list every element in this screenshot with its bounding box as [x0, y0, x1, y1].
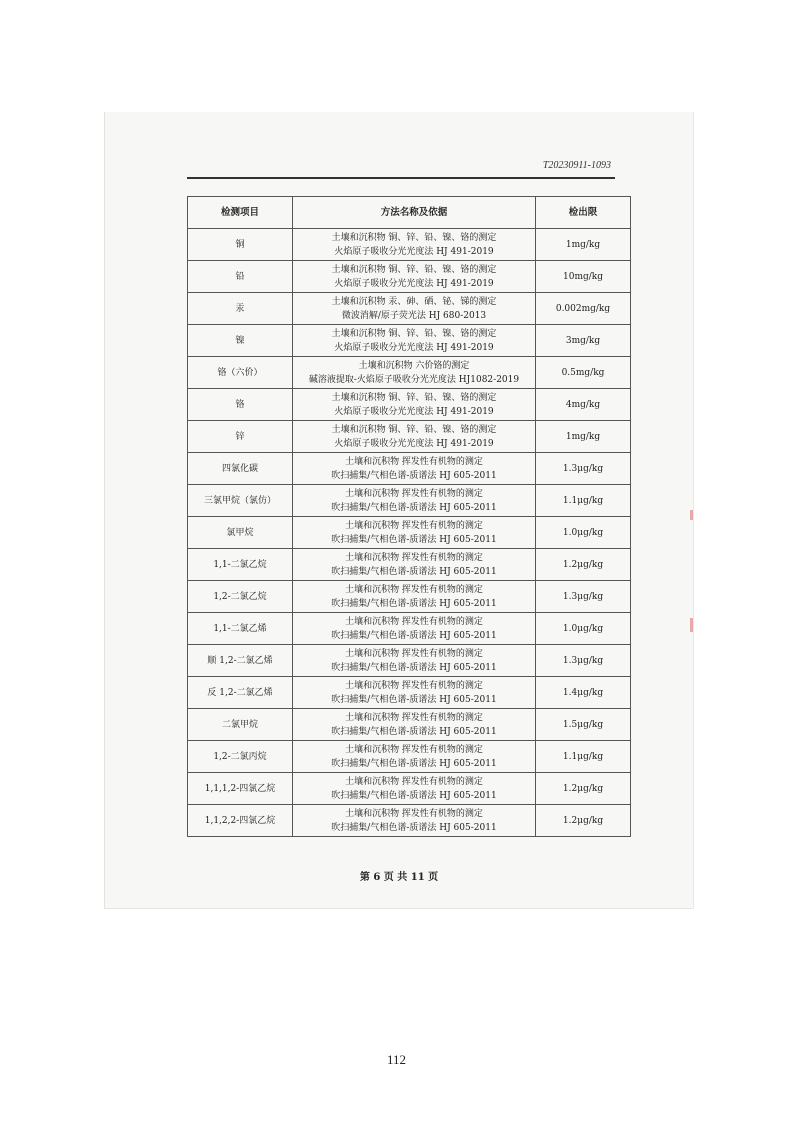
table-row: [188, 517, 631, 549]
cell-item: 1,1,1,2-四氯乙烷: [188, 773, 293, 805]
cell-limit: 1.0μg/kg: [536, 613, 631, 645]
table-row: [188, 453, 631, 485]
method-line: 吹扫捕集/气相色谱-质谱法 HJ 605-2011: [331, 694, 497, 705]
cell-limit: 1.5μg/kg: [536, 709, 631, 741]
method-line: 土壤和沉积物 汞、砷、硒、铋、锑的测定: [331, 296, 497, 307]
cell-method: [293, 581, 536, 613]
method-line: 吹扫捕集/气相色谱-质谱法 HJ 605-2011: [331, 822, 497, 833]
header-limit: 检出限: [536, 197, 631, 229]
method-line: 土壤和沉积物 挥发性有机物的测定: [345, 488, 483, 499]
scanned-report-page: [104, 112, 694, 909]
page-footer: 第 6 页 共 11 页: [359, 872, 439, 883]
table-row: [188, 645, 631, 677]
method-line: 火焰原子吸收分光光度法 HJ 491-2019: [334, 342, 494, 353]
method-line: 吹扫捕集/气相色谱-质谱法 HJ 605-2011: [331, 726, 497, 737]
cell-limit: 1.2μg/kg: [536, 549, 631, 581]
cell-item: 顺 1,2-二氯乙烯: [188, 645, 293, 677]
cell-limit: 4mg/kg: [536, 389, 631, 421]
header-item: 检测项目: [188, 197, 293, 229]
page-number: 112: [386, 1052, 407, 1067]
method-line: 火焰原子吸收分光光度法 HJ 491-2019: [334, 246, 494, 257]
table-row: [188, 261, 631, 293]
method-line: 吹扫捕集/气相色谱-质谱法 HJ 605-2011: [331, 502, 497, 513]
cell-limit: 1.3μg/kg: [536, 453, 631, 485]
cell-item: 1,1,2,2-四氯乙烷: [188, 805, 293, 837]
cell-item: 铬: [188, 389, 293, 421]
cell-limit: 1.2μg/kg: [536, 805, 631, 837]
table-row: [188, 677, 631, 709]
method-line: 火焰原子吸收分光光度法 HJ 491-2019: [334, 406, 494, 417]
cell-limit: 1mg/kg: [536, 229, 631, 261]
table-row: [188, 485, 631, 517]
method-line: 微波消解/原子荧光法 HJ 680-2013: [341, 310, 487, 321]
cell-item: 1,1-二氯乙烷: [188, 549, 293, 581]
cell-method: [293, 485, 536, 517]
cell-item: 汞: [188, 293, 293, 325]
cell-method: [293, 517, 536, 549]
cell-item: 镍: [188, 325, 293, 357]
cell-item: 铜: [188, 229, 293, 261]
cell-method: [293, 261, 536, 293]
table-row: [188, 581, 631, 613]
method-line: 土壤和沉积物 铜、锌、铅、镍、铬的测定: [331, 424, 497, 435]
cell-item: 铅: [188, 261, 293, 293]
method-line: 土壤和沉积物 挥发性有机物的测定: [345, 680, 483, 691]
method-line: 土壤和沉积物 挥发性有机物的测定: [345, 584, 483, 595]
method-line: 土壤和沉积物 铜、锌、铅、镍、铬的测定: [331, 264, 497, 275]
method-line: 土壤和沉积物 挥发性有机物的测定: [345, 456, 483, 467]
report-id: T20230911-1093: [542, 160, 611, 171]
cell-limit: 1mg/kg: [536, 421, 631, 453]
cell-item: 四氯化碳: [188, 453, 293, 485]
cell-item: 锌: [188, 421, 293, 453]
table-row: [188, 325, 631, 357]
cell-method: [293, 453, 536, 485]
method-line: 土壤和沉积物 挥发性有机物的测定: [345, 744, 483, 755]
cell-method: [293, 613, 536, 645]
cell-method: [293, 741, 536, 773]
table-row: [188, 805, 631, 837]
cell-method: [293, 645, 536, 677]
cell-limit: 1.1μg/kg: [536, 485, 631, 517]
stamp-mark: [690, 510, 693, 520]
table-body: [188, 229, 631, 837]
header-method: 方法名称及依据: [293, 197, 536, 229]
table-row: [188, 421, 631, 453]
cell-limit: 1.3μg/kg: [536, 645, 631, 677]
cell-limit: 1.3μg/kg: [536, 581, 631, 613]
cell-item: 反 1,2-二氯乙烯: [188, 677, 293, 709]
cell-limit: 0.5mg/kg: [536, 357, 631, 389]
method-line: 土壤和沉积物 挥发性有机物的测定: [345, 776, 483, 787]
cell-method: [293, 805, 536, 837]
table-row: [188, 773, 631, 805]
table-row: [188, 709, 631, 741]
method-line: 火焰原子吸收分光光度法 HJ 491-2019: [334, 438, 494, 449]
cell-item: 1,2-二氯乙烷: [188, 581, 293, 613]
cell-limit: 1.0μg/kg: [536, 517, 631, 549]
cell-method: [293, 389, 536, 421]
cell-method: [293, 549, 536, 581]
method-line: 吹扫捕集/气相色谱-质谱法 HJ 605-2011: [331, 630, 497, 641]
cell-limit: 1.2μg/kg: [536, 773, 631, 805]
cell-item: 1,2-二氯丙烷: [188, 741, 293, 773]
cell-item: 二氯甲烷: [188, 709, 293, 741]
method-line: 土壤和沉积物 挥发性有机物的测定: [345, 520, 483, 531]
method-line: 吹扫捕集/气相色谱-质谱法 HJ 605-2011: [331, 598, 497, 609]
table-row: [188, 549, 631, 581]
method-line: 土壤和沉积物 挥发性有机物的测定: [345, 552, 483, 563]
method-line: 土壤和沉积物 铜、锌、铅、镍、铬的测定: [331, 328, 497, 339]
cell-limit: 3mg/kg: [536, 325, 631, 357]
cell-item: 三氯甲烷（氯仿）: [188, 485, 293, 517]
cell-method: [293, 773, 536, 805]
method-line: 吹扫捕集/气相色谱-质谱法 HJ 605-2011: [331, 758, 497, 769]
cell-method: [293, 677, 536, 709]
cell-item: 1,1-二氯乙烯: [188, 613, 293, 645]
cell-method: [293, 293, 536, 325]
cell-limit: 0.002mg/kg: [536, 293, 631, 325]
cell-item: 铬（六价）: [188, 357, 293, 389]
header-rule: [187, 177, 615, 179]
method-line: 吹扫捕集/气相色谱-质谱法 HJ 605-2011: [331, 662, 497, 673]
detection-methods-table: [187, 196, 631, 837]
table-row: [188, 357, 631, 389]
method-line: 土壤和沉积物 铜、锌、铅、镍、铬的测定: [331, 232, 497, 243]
table-row: [188, 613, 631, 645]
cell-method: [293, 229, 536, 261]
cell-method: [293, 325, 536, 357]
table-row: [188, 389, 631, 421]
cell-item: 氯甲烷: [188, 517, 293, 549]
method-line: 吹扫捕集/气相色谱-质谱法 HJ 605-2011: [331, 566, 497, 577]
table-row: [188, 229, 631, 261]
method-line: 碱溶液提取-火焰原子吸收分光光度法 HJ1082-2019: [308, 374, 520, 385]
method-line: 土壤和沉积物 六价铬的测定: [358, 360, 470, 371]
cell-method: [293, 357, 536, 389]
method-line: 土壤和沉积物 挥发性有机物的测定: [345, 616, 483, 627]
cell-limit: 1.4μg/kg: [536, 677, 631, 709]
table-row: [188, 293, 631, 325]
table-row: [188, 741, 631, 773]
method-line: 土壤和沉积物 挥发性有机物的测定: [345, 808, 483, 819]
method-line: 土壤和沉积物 挥发性有机物的测定: [345, 712, 483, 723]
cell-method: [293, 421, 536, 453]
method-line: 吹扫捕集/气相色谱-质谱法 HJ 605-2011: [331, 790, 497, 801]
cell-limit: 1.1μg/kg: [536, 741, 631, 773]
method-line: 火焰原子吸收分光光度法 HJ 491-2019: [334, 278, 494, 289]
table-header-row: [188, 197, 631, 229]
method-line: 土壤和沉积物 挥发性有机物的测定: [345, 648, 483, 659]
cell-limit: 10mg/kg: [536, 261, 631, 293]
cell-method: [293, 709, 536, 741]
method-line: 吹扫捕集/气相色谱-质谱法 HJ 605-2011: [331, 470, 497, 481]
stamp-mark: [690, 618, 693, 632]
method-line: 吹扫捕集/气相色谱-质谱法 HJ 605-2011: [331, 534, 497, 545]
method-line: 土壤和沉积物 铜、锌、铅、镍、铬的测定: [331, 392, 497, 403]
